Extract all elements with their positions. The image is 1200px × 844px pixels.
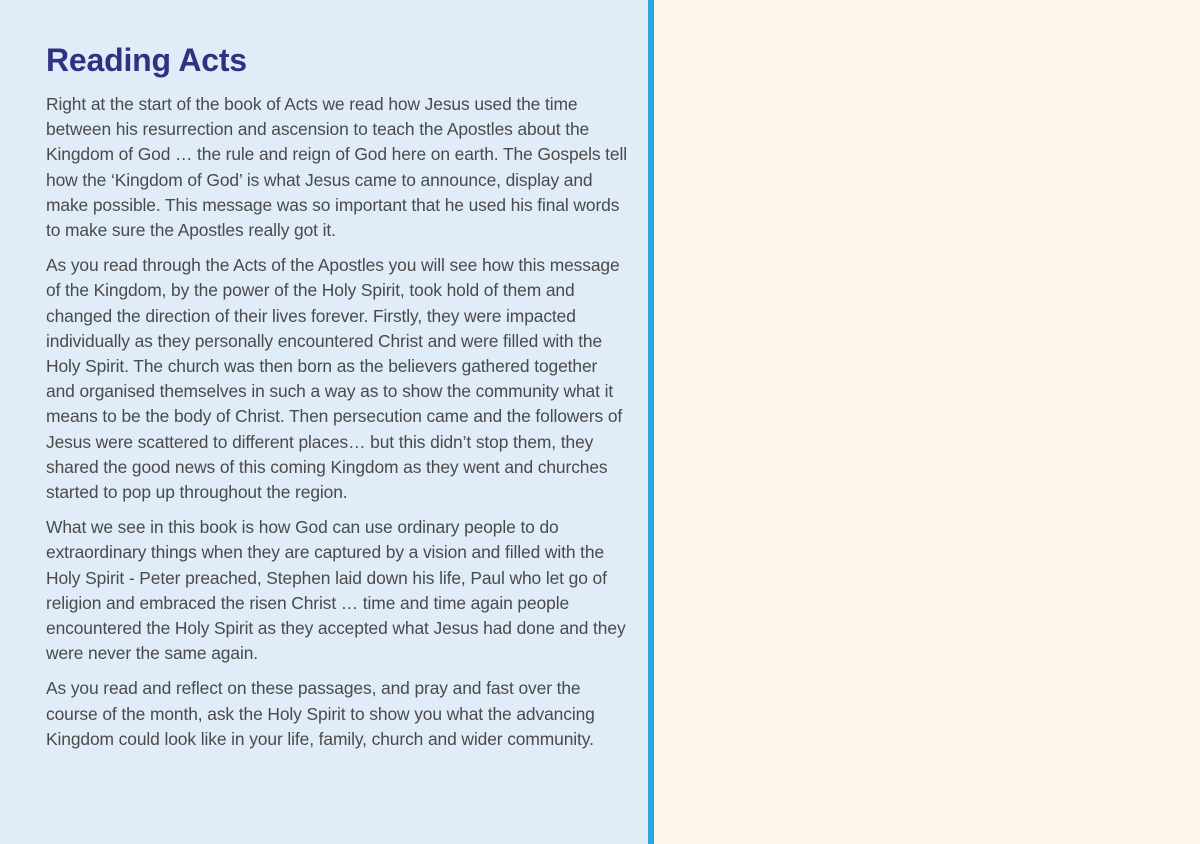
right-page-blank (654, 0, 1200, 844)
body-paragraph: As you read through the Acts of the Apostles you will see how this message of the Kingdom, by the power of the Holy Spirit, took hold of them and changed the direction of their lives forever. Firstly, they were impacted individually as they personally encountered Christ and were filled with the Holy Spirit. The church was then born as the believers gathered together and organised themselves in such a way as to show the community what it means to be the body of Christ. Then persecution came and the followers of Jesus were scattered to different places… but this didn’t stop them, they shared the good news of this coming Kingdom as they went and churches started to pop up throughout the region. (46, 255, 623, 503)
page-content (46, 38, 630, 762)
page-title: Reading Acts (46, 42, 247, 78)
body-paragraph: As you read and reflect on these passages, and pray and fast over the course of the month, ask the Holy Spirit to show you what the advancing Kingdom could look like in your life, family, church and wider community. (46, 678, 595, 749)
body-paragraph: Right at the start of the book of Acts we read how Jesus used the time between his resurrection and ascension to teach the Apostles about the Kingdom of God … the rule and reign of God here on earth. The Gospels tell how the ‘Kingdom of God’ is what Jesus came to announce, display and make possible. This message was so important that he used his final words to make sure the Apostles really got it. (46, 94, 628, 241)
body-paragraph: What we see in this book is how God can use ordinary people to do extraordinary things when they are captured by a vision and filled with the Holy Spirit - Peter preached, Stephen laid down his life, Paul who let go of religion and embraced the risen Christ … time and time again people encountered the Holy Spirit as they accepted what Jesus had done and they were never the same again. (46, 517, 626, 664)
